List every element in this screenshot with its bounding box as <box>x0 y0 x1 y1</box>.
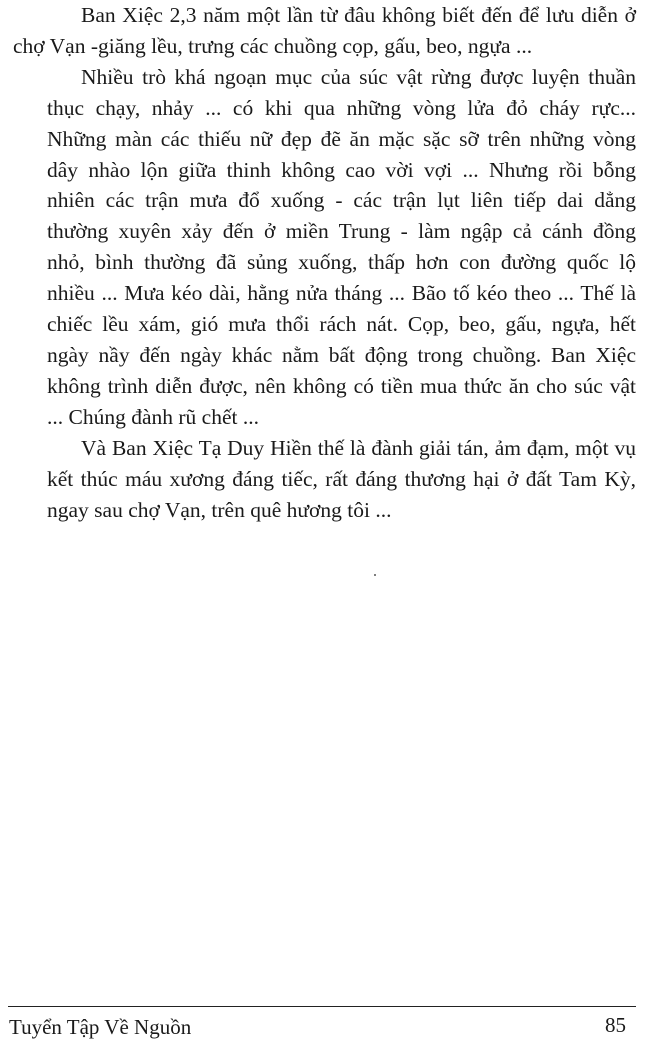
text-line: kết thúc máu xương đáng tiếc, rất đáng thương hại ở đất Tam Kỳ, <box>47 466 636 491</box>
text-line: nhiều ... Mưa kéo dài, hằng nửa tháng ... Bão tố kéo theo ... Thế là <box>47 281 636 306</box>
text-line: Và Ban Xiệc Tạ Duy Hiền thế là đành giải tán, ảm đạm, một vụ <box>81 435 636 460</box>
text-line: chiếc lều xám, gió mưa thổi rách nát. Cọp, beo, gấu, ngựa, hết <box>47 312 636 337</box>
text-line: Ban Xiệc 2,3 năm một lần từ đâu không biết đến để lưu diễn ở <box>81 3 636 27</box>
text-line: Những màn các thiếu nữ đẹp đẽ ăn mặc sặc sỡ trên những vòng <box>47 126 636 151</box>
text-line: ngay sau chợ Vạn, trên quê hương tôi ... <box>47 497 392 522</box>
text-line: thường xuyên xảy đến ở miền Trung - làm ngập cả cánh đồng <box>47 219 636 244</box>
paragraph-2 <box>13 62 636 433</box>
text-line: chợ Vạn -giăng lều, trưng các chuồng cọp, gấu, beo, ngựa ... <box>13 33 533 58</box>
text-line: ngày nầy đến ngày khác nằm bất động trong chuồng. Ban Xiệc <box>47 342 636 367</box>
page-number: 85 <box>605 1013 626 1037</box>
text-line: không trình diễn được, nên không có tiền mua thức ăn cho súc vật <box>47 373 636 398</box>
body-text <box>13 0 636 525</box>
paragraph-1 <box>13 0 636 62</box>
footer-rule <box>8 1006 636 1007</box>
paragraph-3 <box>13 433 636 526</box>
footer-book-title: Tuyển Tập Về Nguồn <box>9 1015 192 1039</box>
text-line: nhiên các trận mưa đổ xuống - các trận lụt liên tiếp dai dẳng <box>47 188 636 213</box>
text-line: dây nhào lộn giữa thinh không cao vời vợi ... Nhưng rồi bỗng <box>47 157 636 182</box>
text-line: Nhiều trò khá ngoạn mục của súc vật rừng được luyện thuần <box>81 64 636 89</box>
text-line: thục chạy, nhảy ... có khi qua những vòng lửa đỏ cháy rực... <box>47 95 636 120</box>
text-line: nhỏ, bình thường đã sủng xuống, thấp hơn con đường quốc lộ <box>47 250 636 275</box>
print-speck <box>374 574 376 576</box>
text-line: ... Chúng đành rũ chết ... <box>47 404 259 429</box>
